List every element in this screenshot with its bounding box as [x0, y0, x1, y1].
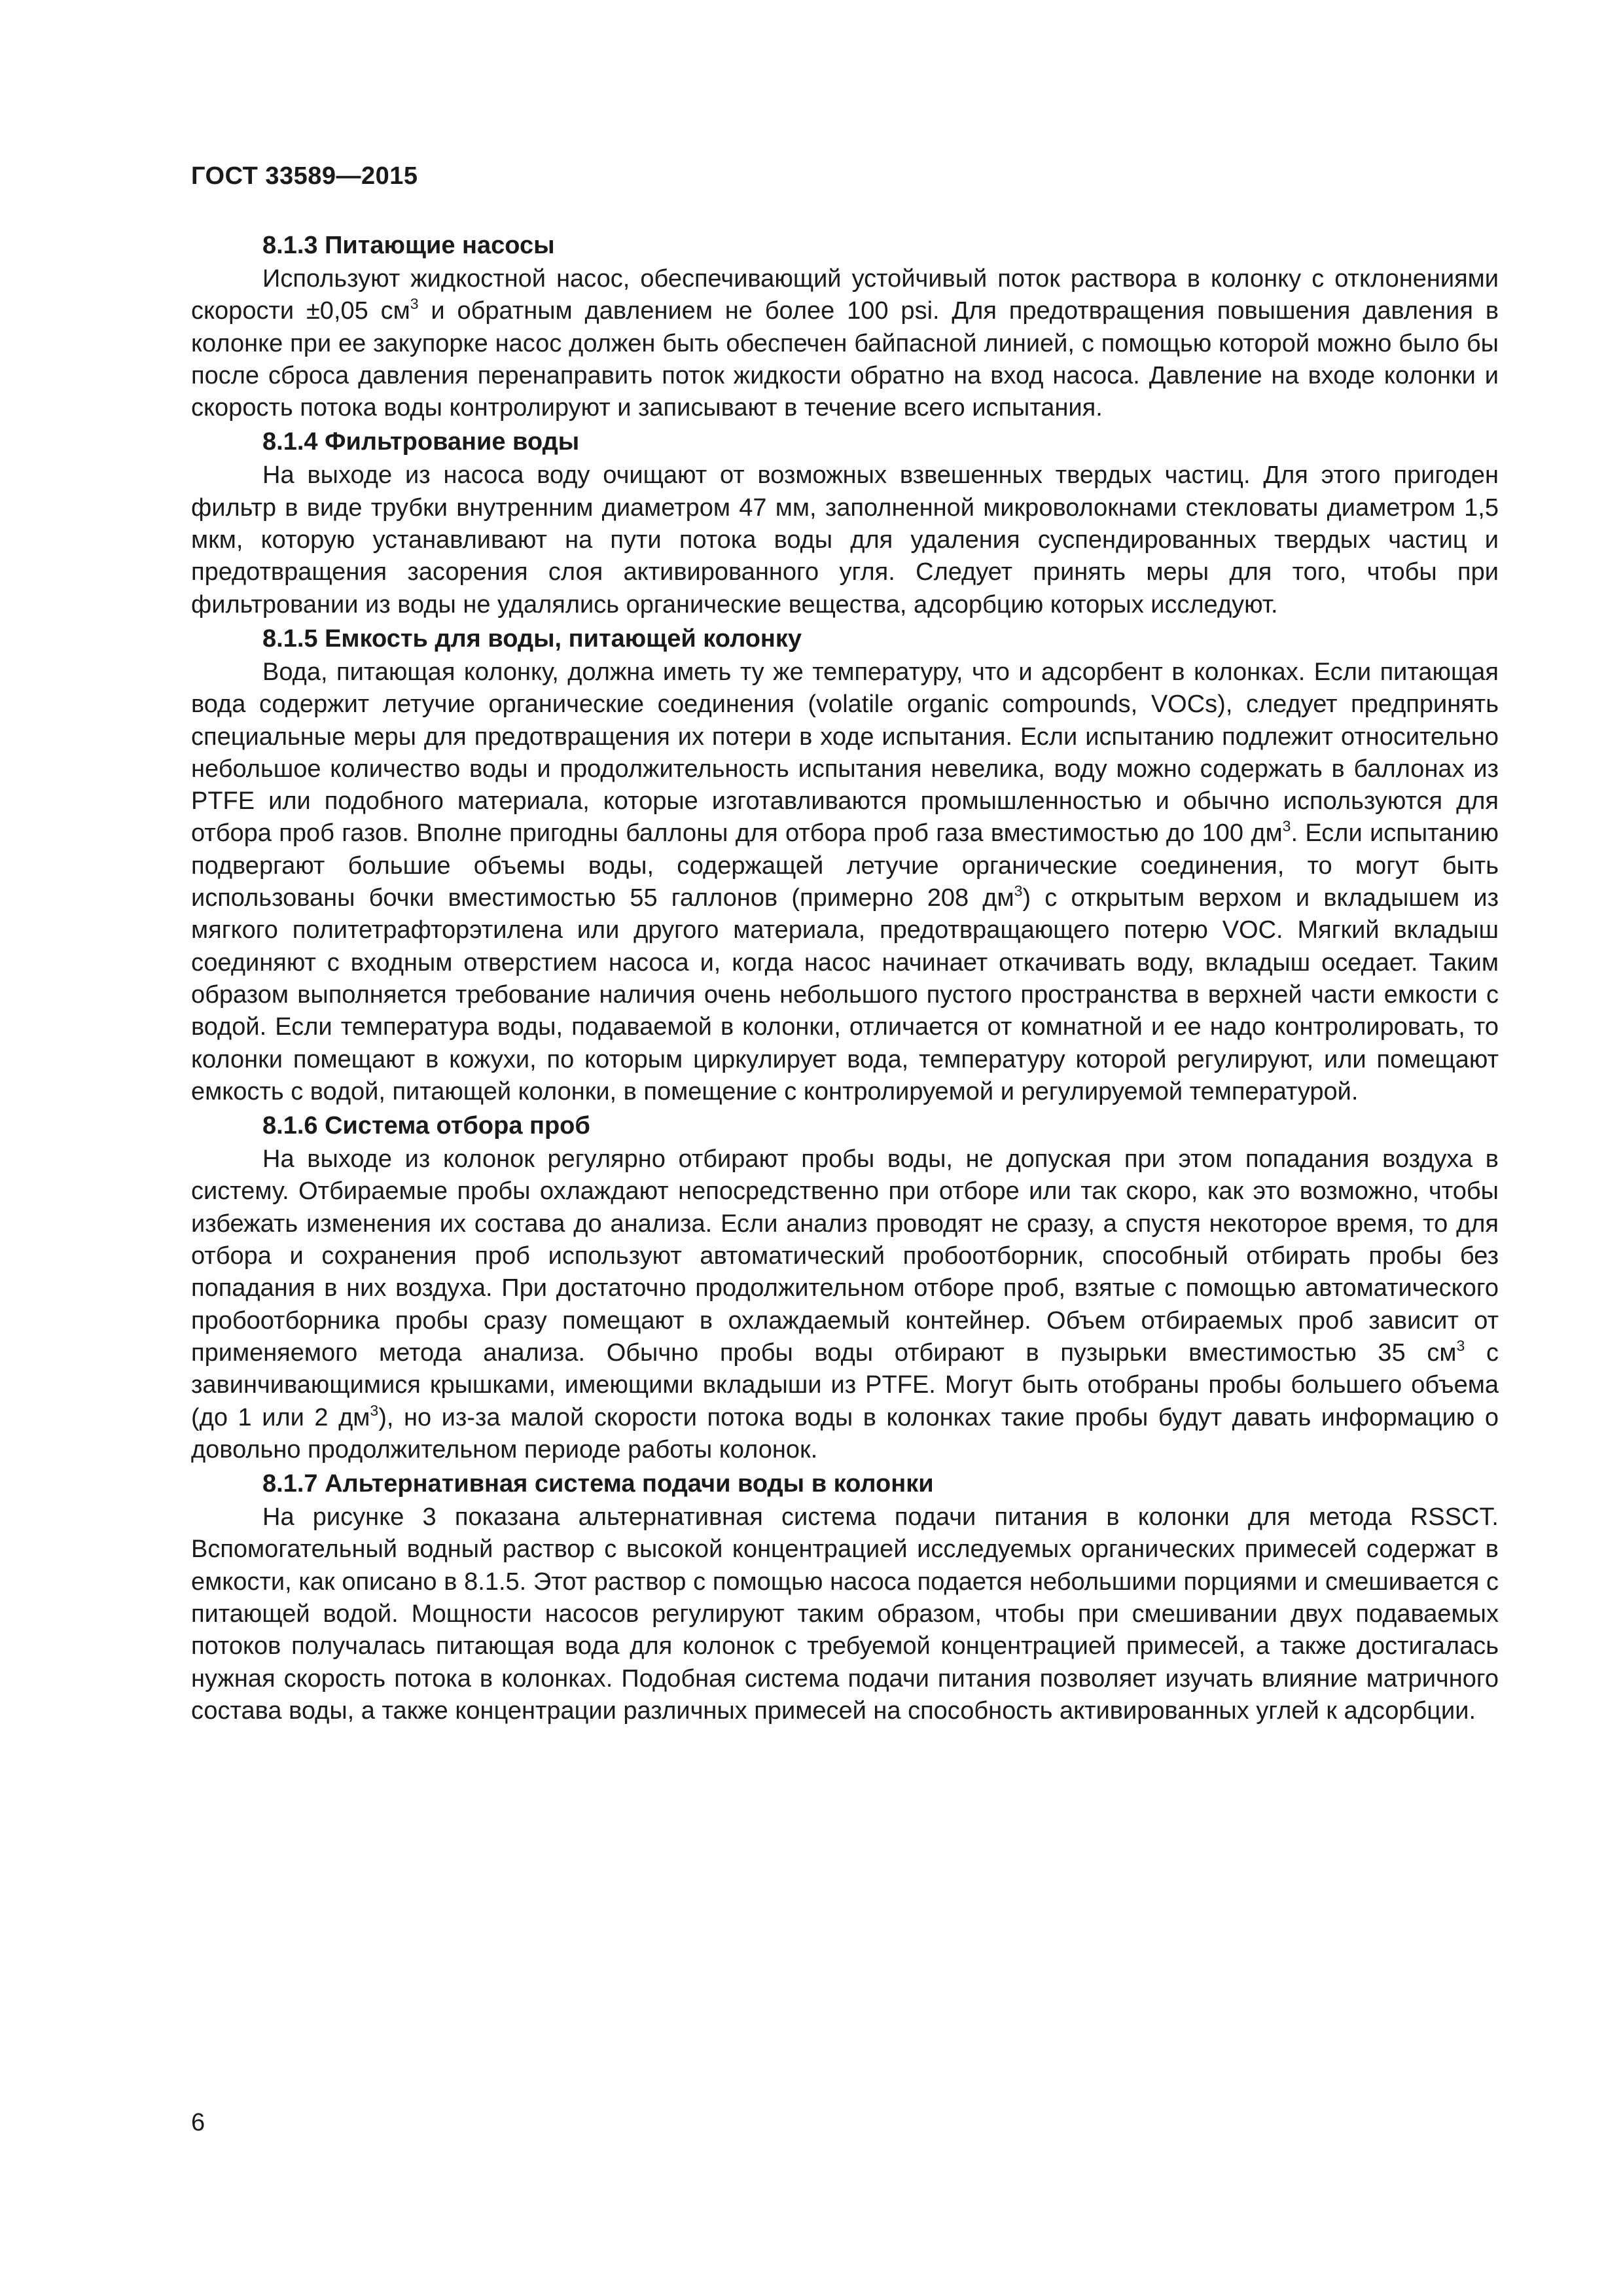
section-heading-8-1-3: 8.1.3 Питающие насосы	[262, 232, 555, 259]
page-number: 6	[191, 2109, 205, 2136]
section-paragraph-8-1-6: На выходе из колонок регулярно отбирают пробы воды, не допуская при этом попадания воздуха в систему. Отбираемые пробы охлаждают непосредственно при отборе или так скоро, как это возможно, чтобы избежать изменения их состава до анализа. Если анализ проводят не сразу, а спустя некоторое время, то для отбора и сохранения проб используют автоматический пробоотборник, способный отбирать пробы без попадания в них воздуха. При достаточно продолжительном отборе проб, взятые с помощью автоматического пробоотборника пробы сразу помещают в охлаждаемый контейнер. Объем отбираемых проб зависит от применяемого метода анализа. Обычно пробы воды отбирают в пузырьки вместимостью 35 $см^3$ с завинчивающимися крышками, имеющими вкладыши из PTFE. Могут быть отобраны пробы большего объема (до 1 или 2 $дм^3$), но из-за малой скорости потока воды в колонках такие пробы будут давать информацию о довольно продолжительном периоде работы колонок.	[191, 1145, 1499, 1463]
section-heading-8-1-4: 8.1.4 Фильтрование воды	[262, 428, 580, 456]
document-body	[191, 228, 1499, 1727]
section-paragraph-8-1-4: На выходе из насоса воду очищают от возможных взвешенных твердых частиц. Для этого пригоден фильтр в виде трубки внутренним диаметром 47 мм, заполненной микроволокнами стекловаты диаметром 1,5 мкм, которую устанавливают на пути потока воды для удаления суспендированных твердых частиц и предотвращения засорения слоя активированного угля. Следует принять меры для того, чтобы при фильтровании из воды не удалялись органические вещества, адсорбцию которых исследуют.	[191, 461, 1499, 619]
section-heading-8-1-7: 8.1.7 Альтернативная система подачи воды в колонки	[262, 1470, 934, 1498]
section-heading-8-1-5: 8.1.5 Емкость для воды, питающей колонку	[262, 624, 802, 653]
section-paragraph-8-1-7: На рисунке 3 показана альтернативная система подачи питания в колонки для метода RSSCT. Вспомогательный водный раствор с высокой концентрацией исследуемых органических примесей содержат в емкости, как описано в 8.1.5. Этот раствор с помощью насоса подается небольшими порциями и смешивается с питающей водой. Мощности насосов регулируют таким образом, чтобы при смешивании двух подаваемых потоков получалась питающая вода для колонок с требуемой концентрацией примесей, а также достигалась нужная скорость потока в колонках. Подобная система подачи питания позволяет изучать влияние матричного состава воды, а также концентрации различных примесей на способность активированных углей к адсорбции.	[191, 1503, 1499, 1725]
section-heading-8-1-6: 8.1.6 Система отбора проб	[262, 1112, 590, 1140]
document-code-header: ГОСТ 33589—2015	[191, 162, 418, 190]
section-paragraph-8-1-5: Вода, питающая колонку, должна иметь ту же температуру, что и адсорбент в колонках. Если питающая вода содержит летучие органические соединения (volatile organic compounds, VOCs), следует предпринять специальные меры для предотвращения их потери в ходе испытания. Если испытанию подлежит относительно небольшое количество воды и продолжительность испытания невелика, воду можно содержать в баллонах из PTFE или подобного материала, которые изготавливаются промышленностью и обычно используются для отбора проб газов. Вполне пригодны баллоны для отбора проб газа вместимостью до 100 $дм^3$. Если испытанию подвергают большие объемы воды, содержащей летучие органические соединения, то могут быть использованы бочки вместимостью 55 галлонов (примерно 208 $дм^3$) с открытым верхом и вкладышем из мягкого политетрафторэтилена или другого материала, предотвращающего потерю VOC. Мягкий вкладыш соединяют с входным отверстием насоса и, когда насос начинает откачивать воду, вкладыш оседает. Таким образом выполняется требование наличия очень небольшого пустого пространства в верхней части емкости с водой. Если температура воды, подаваемой в колонки, отличается от комнатной и ее надо контролировать, то колонки помещают в кожухи, по которым циркулирует вода, температуру которой регулируют, или помещают емкость с водой, питающей колонки, в помещение с контролируемой и регулируемой температурой.	[191, 658, 1499, 1105]
section-paragraph-8-1-3: Используют жидкостной насос, обеспечивающий устойчивый поток раствора в колонку с отклонениями скорости ±0,05 $см^3$ и обратным давлением не более 100 psi. Для предотвращения повышения давления в колонке при ее закупорке насос должен быть обеспечен байпасной линией, с помощью которой можно было бы после сброса давления перенаправить поток жидкости обратно на вход насоса. Давление на входе колонки и скорость потока воды контролируют и записывают в течение всего испытания.	[191, 265, 1499, 422]
